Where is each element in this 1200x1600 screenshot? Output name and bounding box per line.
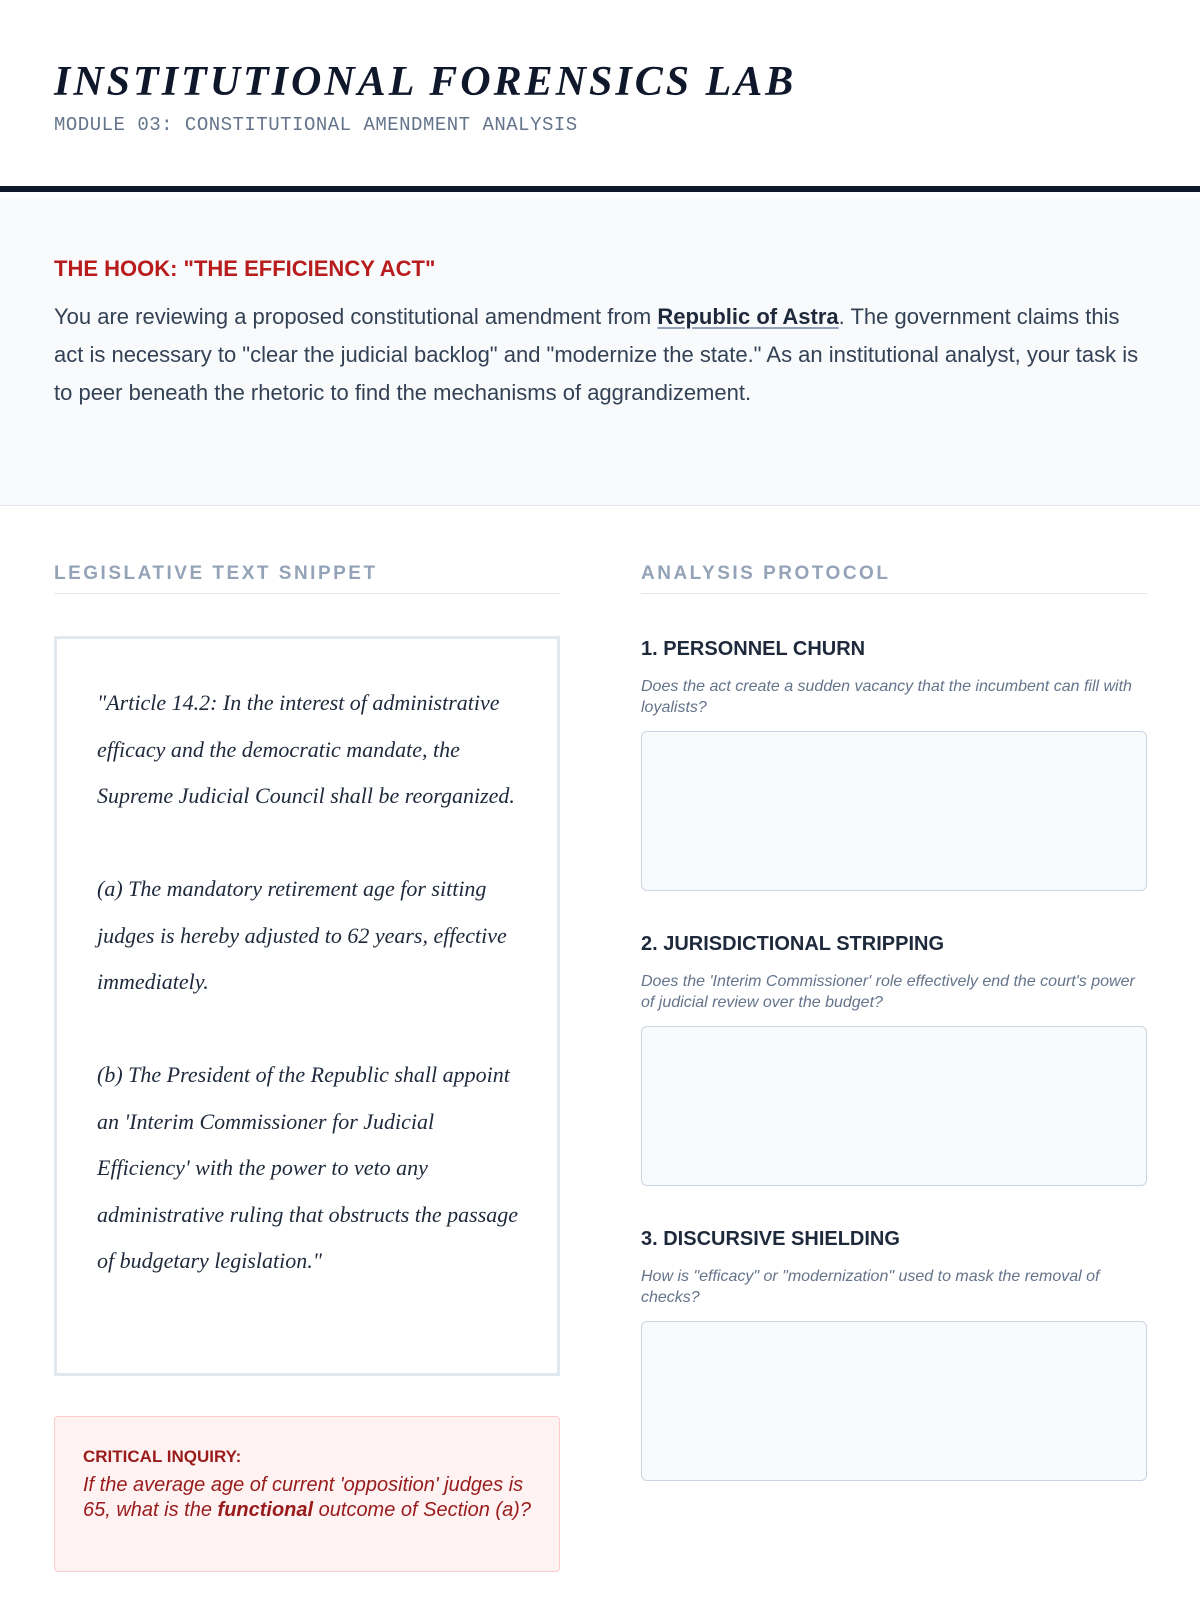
legislative-section-label: LEGISLATIVE TEXT SNIPPET	[54, 563, 378, 584]
critical-inquiry-box	[54, 1416, 560, 1572]
section-b-paragraph: (b) The President of the Republic shall appoint an 'Interim Commissioner for Judicial Efficiency' with the power to veto any administrative ruling that obstructs the passage of budgetary legislation."	[97, 1062, 519, 1273]
page-title: INSTITUTIONAL FORENSICS LAB	[54, 59, 797, 105]
discursive-shielding-answer-input[interactable]	[641, 1321, 1147, 1481]
question-hint-discursive-shielding: How is "efficacy" or "modernization" used to mask the removal of checks?	[641, 1268, 1100, 1306]
legislative-divider	[54, 593, 560, 594]
critical-inquiry-text	[83, 1473, 531, 1523]
legislative-text-box	[54, 636, 560, 1376]
question-title-jurisdictional-stripping: 2. JURISDICTIONAL STRIPPING	[641, 933, 945, 955]
page-header	[0, 0, 1200, 192]
question-title-discursive-shielding: 3. DISCURSIVE SHIELDING	[641, 1228, 900, 1250]
analysis-divider	[641, 593, 1147, 594]
jurisdictional-stripping-answer-input[interactable]	[641, 1026, 1147, 1186]
question-hint-personnel-churn: Does the act create a sudden vacancy that the incumbent can fill with loyalists?	[641, 678, 1132, 716]
hook-section	[0, 198, 1200, 506]
inquiry-emphasis: functional	[217, 1499, 314, 1521]
question-hint-jurisdictional-stripping: Does the 'Interim Commissioner' role effectively end the court's power of judicial review over the budget?	[641, 973, 1135, 1011]
analysis-section-label: ANALYSIS PROTOCOL	[641, 563, 891, 584]
personnel-churn-answer-input[interactable]	[641, 731, 1147, 891]
country-name: Republic of Astra	[657, 304, 839, 329]
section-a-paragraph: (a) The mandatory retirement age for sitting judges is hereby adjusted to 62 years, effective immediately.	[97, 876, 507, 994]
hook-body-rest: . The government claims this act is necessary to "clear the judicial backlog" and "modernize the state." As an institutional analyst, your task is to peer beneath the rhetoric to find the mechanisms of aggrandizement.	[54, 304, 1139, 405]
hook-body-intro: You are reviewing a proposed constitutional amendment from	[54, 304, 658, 329]
inquiry-text-rest: outcome of Section (a)?	[313, 1499, 531, 1521]
question-title-personnel-churn: 1. PERSONNEL CHURN	[641, 638, 866, 660]
hook-title: THE HOOK: "THE EFFICIENCY ACT"	[54, 256, 436, 281]
inquiry-text-intro: If the average age of current 'opposition' judges is 65, what is the	[83, 1474, 524, 1521]
article-paragraph: "Article 14.2: In the interest of administrative efficacy and the democratic mandate, the Supreme Judicial Council shall be reorganized.	[97, 690, 515, 808]
critical-inquiry-label: CRITICAL INQUIRY:	[83, 1447, 242, 1466]
module-subtitle: MODULE 03: CONSTITUTIONAL AMENDMENT ANALYSIS	[54, 114, 578, 136]
hook-body	[54, 298, 1144, 412]
